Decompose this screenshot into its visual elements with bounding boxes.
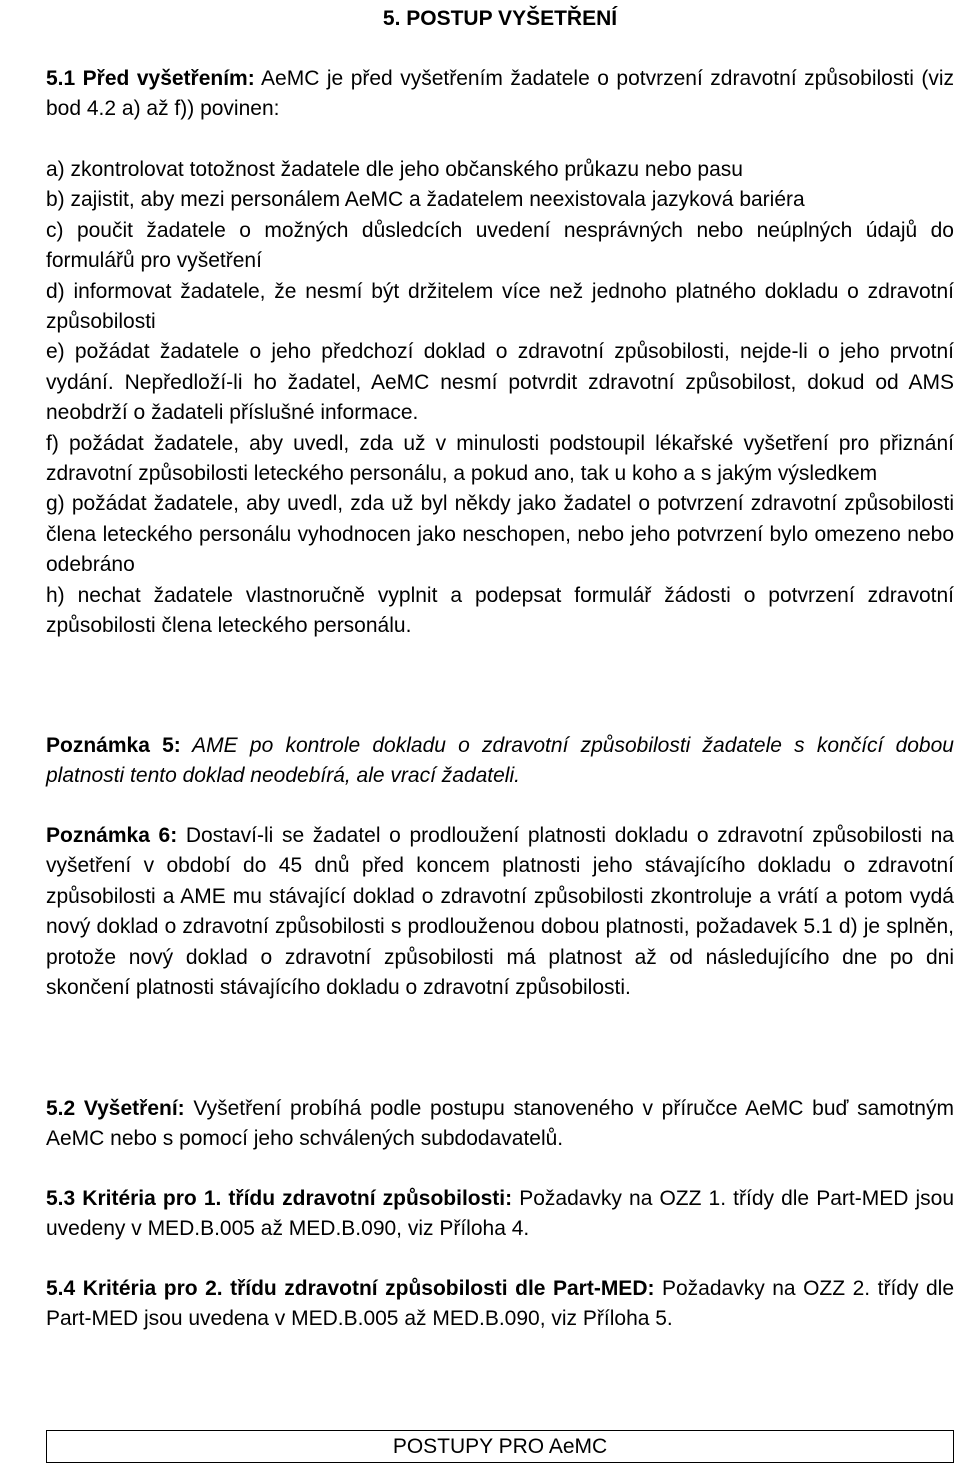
note-5 — [46, 731, 954, 792]
section-5-3: 5.3 Kritéria pro 1. třídu zdravotní způsobilosti: Požadavky na OZZ 1. třídy dle Part-MED jsou uvedeny v MED.B.005 až MED.B.090, viz Příloha 4. — [46, 1187, 954, 1241]
page-title: 5. POSTUP VYŠETŘENÍ — [382, 7, 618, 30]
section-5-4-heading: 5.4 Kritéria pro 2. třídu zdravotní způsobilosti dle Part-MED: — [46, 1277, 655, 1300]
section-5-2-heading: 5.2 Vyšetření: — [46, 1097, 185, 1120]
requirements-list — [46, 155, 954, 642]
section-5-1-heading: 5.1 Před vyšetřením: — [46, 67, 255, 90]
page-footer: POSTUPY PRO AeMC — [46, 1430, 954, 1463]
note-5-text: AME po kontrole dokladu o zdravotní způsobilosti žadatele s končící dobou platnosti tento doklad neodebírá, ale vrací žadateli. — [46, 734, 954, 788]
section-5-3-heading: 5.3 Kritéria pro 1. třídu zdravotní způsobilosti: — [46, 1187, 513, 1210]
list-item: g) požádat žadatele, aby uvedl, zda už byl někdy jako žadatel o potvrzení zdravotní způsobilosti člena leteckého personálu vyhodnocen jako neschopen, nebo jeho potvrzení bylo omezeno nebo odebráno — [46, 492, 954, 577]
section-5-4: 5.4 Kritéria pro 2. třídu zdravotní způsobilosti dle Part-MED: Požadavky na OZZ 2. třídy dle Part-MED jsou uvedena v MED.B.005 až MED.B.090, viz Příloha 5. — [46, 1277, 954, 1331]
section-5-1-intro: 5.1 Před vyšetřením: AeMC je před vyšetřením žadatele o potvrzení zdravotní způsobilosti (viz bod 4.2 a) až f)) povinen: — [46, 67, 954, 121]
list-item: a) zkontrolovat totožnost žadatele dle jeho občanského průkazu nebo pasu — [46, 158, 743, 181]
list-item: h) nechat žadatele vlastnoručně vyplnit a podepsat formulář žádosti o potvrzení zdravotní způsobilosti člena leteckého personálu. — [46, 583, 954, 638]
section-5-2: 5.2 Vyšetření: Vyšetření probíhá podle postupu stanoveného v příručce AeMC buď samotným AeMC nebo s pomocí jeho schválených subdodavatelů. — [46, 1097, 954, 1151]
list-item: d) informovat žadatele, že nesmí být držitelem více než jednoho platného dokladu o zdravotní způsobilosti — [46, 279, 954, 334]
list-item: e) požádat žadatele o jeho předchozí doklad o zdravotní způsobilosti, nejde-li o jeho prvotní vydání. Nepředloží-li ho žadatel, AeMC nesmí potvrdit zdravotní způsobilost, dokud od AMS neobdrží o žadateli příslušné informace. — [46, 340, 954, 425]
list-item: f) požádat žadatele, aby uvedl, zda už v minulosti podstoupil lékařské vyšetření pro přiznání zdravotní způsobilosti leteckého personálu, a pokud ano, tak u koho a s jakým výsledkem — [46, 431, 954, 486]
note-6-text: Dostaví-li se žadatel o prodloužení platnosti dokladu o zdravotní způsobilosti na vyšetření v období do 45 dnů před koncem platnosti jeho stávajícího dokladu o zdravotní způsobilosti a AME mu stávající doklad o zdravotní způsobilosti zkontroluje a vrátí a potom vydá nový doklad o zdravotní způsobilosti s prodlouženou dobou platnosti, požadavek 5.1 d) je splněn, protože nový doklad o zdravotní způsobilosti má platnost až od následujícího dne po dni skončení platnosti stávajícího dokladu o zdravotní způsobilosti. — [46, 824, 954, 1000]
note-6-label: Poznámka 6: — [46, 824, 178, 847]
list-item: b) zajistit, aby mezi personálem AeMC a žadatelem neexistovala jazyková bariéra — [46, 188, 805, 212]
note-6 — [46, 821, 954, 1003]
section-5-1 — [46, 64, 954, 125]
note-5-label: Poznámka 5: — [46, 734, 181, 757]
list-item: c) poučit žadatele o možných důsledcích uvedení nesprávných nebo neúplných údajů do formulářů pro vyšetření — [46, 218, 954, 273]
